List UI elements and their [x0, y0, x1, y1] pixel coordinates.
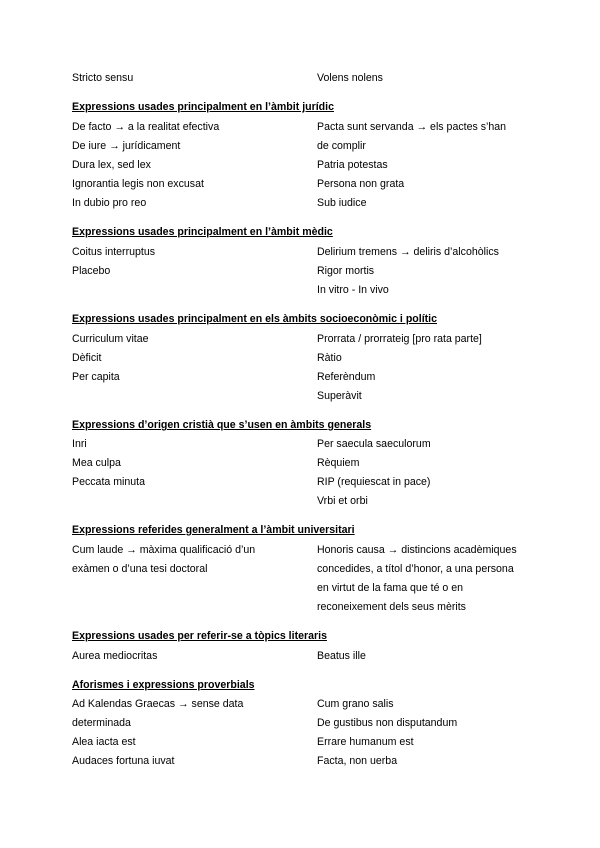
intro-left-term: Stricto sensu — [72, 72, 134, 84]
term-left: De facto → a la realitat efectiva — [72, 121, 220, 133]
term-right: De gustibus non disputandum — [317, 717, 458, 729]
term-right: Beatus ille — [317, 650, 366, 662]
term-left: Coitus interruptus — [72, 246, 156, 258]
term-right: Rèquiem — [317, 457, 360, 469]
term-left: Peccata minuta — [72, 476, 146, 488]
term-right: Vrbi et orbi — [317, 495, 368, 507]
term-right: Delirium tremens → deliris d’alcohòlics — [317, 246, 499, 258]
term-right: concedides, a títol d’honor, a una persona — [317, 563, 514, 575]
section-heading-medic: Expressions usades principalment en l’àmbit mèdic — [72, 226, 333, 238]
term-right: Prorrata / prorrateig [pro rata parte] — [317, 333, 482, 345]
term-right: Cum grano salis — [317, 698, 394, 710]
term-right: reconeixement dels seus mèrits — [317, 601, 466, 613]
term-left: De iure → jurídicament — [72, 140, 181, 152]
term-right: en virtut de la fama que té o en — [317, 582, 464, 594]
section-heading-cristia: Expressions d’origen cristià que s’usen en àmbits generals — [72, 419, 372, 431]
term-right: Referèndum — [317, 371, 376, 383]
term-left: Audaces fortuna iuvat — [72, 755, 175, 767]
term-left: Dèficit — [72, 352, 102, 364]
section-heading-universitari: Expressions referides generalment a l’àmbit universitari — [72, 524, 355, 536]
term-right: Facta, non uerba — [317, 755, 398, 767]
term-left: Aurea mediocritas — [72, 650, 158, 662]
term-left: exàmen o d’una tesi doctoral — [72, 563, 208, 575]
term-left: Per capita — [72, 371, 120, 383]
term-left: Inri — [72, 438, 87, 450]
term-right: Pacta sunt servanda → els pactes s’han — [317, 121, 507, 133]
term-left: Alea iacta est — [72, 736, 136, 748]
term-right: Ràtio — [317, 352, 342, 364]
section-heading-juridic: Expressions usades principalment en l’àmbit jurídic — [72, 101, 334, 113]
term-left: In dubio pro reo — [72, 197, 147, 209]
term-right: de complir — [317, 140, 366, 152]
term-left: Placebo — [72, 265, 111, 277]
term-left: Mea culpa — [72, 457, 121, 469]
term-right: Errare humanum est — [317, 736, 414, 748]
term-right: Honoris causa → distincions acadèmiques — [317, 544, 517, 556]
term-right: Sub iudice — [317, 197, 367, 209]
term-left: Dura lex, sed lex — [72, 159, 151, 171]
term-right: In vitro - In vivo — [317, 284, 389, 296]
term-left: Ignorantia legis non excusat — [72, 178, 204, 190]
section-heading-aforismes: Aforismes i expressions proverbials — [72, 679, 255, 691]
intro-right-term: Volens nolens — [317, 72, 383, 84]
term-right: Superàvit — [317, 390, 362, 402]
term-right: RIP (requiescat in pace) — [317, 476, 431, 488]
term-right: Per saecula saeculorum — [317, 438, 431, 450]
term-left: determinada — [72, 717, 131, 729]
section-heading-socioeconomic: Expressions usades principalment en els àmbits socioeconòmic i polític — [72, 313, 438, 325]
term-left: Curriculum vitae — [72, 333, 149, 345]
section-heading-literaris: Expressions usades per referir-se a tòpics literaris — [72, 630, 327, 642]
term-left: Ad Kalendas Graecas → sense data — [72, 698, 244, 710]
term-right: Persona non grata — [317, 178, 405, 190]
term-left: Cum laude → màxima qualificació d’un — [72, 544, 256, 556]
term-right: Patria potestas — [317, 159, 388, 171]
term-right: Rigor mortis — [317, 265, 375, 277]
